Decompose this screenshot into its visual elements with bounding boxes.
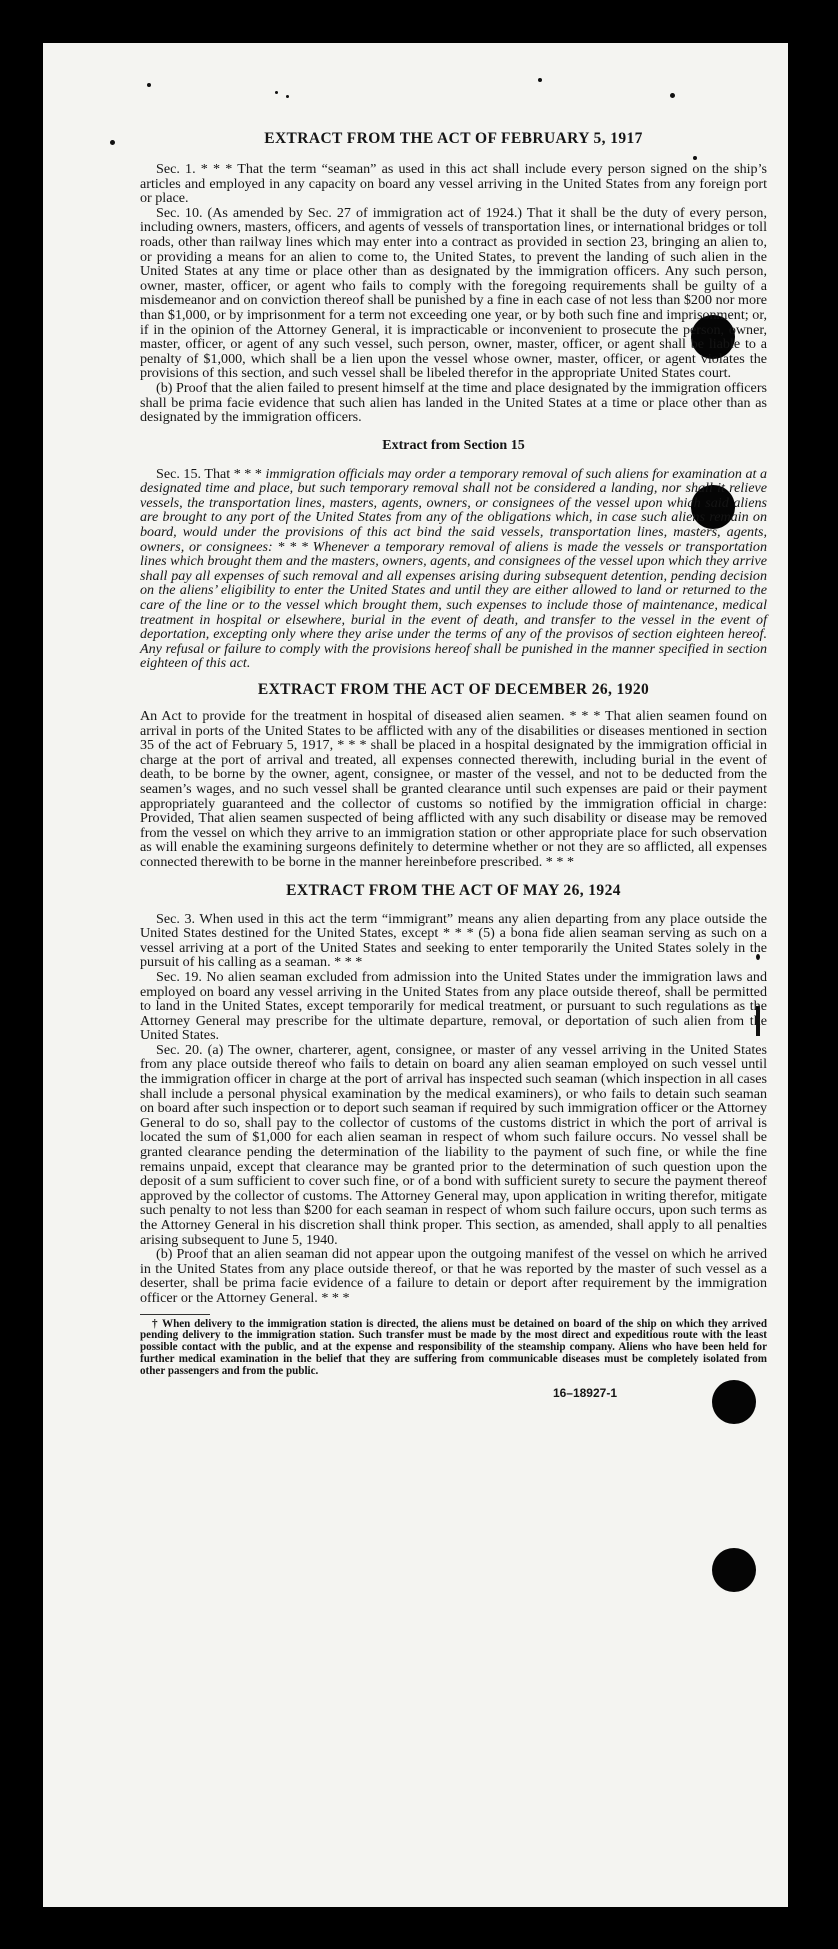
scan-speck	[110, 140, 115, 145]
heading-act-feb-1917: EXTRACT FROM THE ACT OF FEBRUARY 5, 1917	[264, 130, 643, 147]
section-1-paragraph: Sec. 1. * * * That the term “seaman” as used in this act shall include every person signed on the ship’s articles and employed in any capacity on board any vessel arriving in the United States from any foreign port or place.	[140, 161, 767, 207]
scan-speck	[670, 93, 675, 98]
section-10-paragraph: Sec. 10. (As amended by Sec. 27 of immigration act of 1924.) That it shall be the duty of every person, including owners, masters, officers, and agents of vessels of transportation lines, or international bridges or toll roads, other than railway lines which may enter into a contract as provided in section 23, bringing an alien to, or providing a means for an alien to come to, the United States, to prevent the landing of such alien in the United States at any time or place other than as designated by the immigration officers. Any such person, owner, master, officer, or agent who fails to comply with the foregoing requirements shall be guilty of a misdemeanor and on conviction thereof shall be punished by a fine in each case of not less than $200 nor more than $1,000, or by imprisonment for a term not exceeding one year, or by both such fine and imprisonment; or, if in the opinion of the Attorney General, it is impracticable or inconvenient to prosecute the person, owner, master, officer, or agent of any such vessel, such person, owner, master, officer, or agent shall be liable to a penalty of $1,000, which shall be a lien upon the vessel whose owner, master, officer, or agent violates the provisions of this section, and such vessel shall be libeled therefor in the appropriate United States court.	[140, 204, 767, 382]
section-20-a-paragraph: Sec. 20. (a) The owner, charterer, agent, consignee, or master of any vessel arriving in the United States from any place outside thereof who fails to detain on board any alien seaman employed on such vessel until the immigration officer in charge at the port of arrival has inspected such seaman (which inspection in all cases shall include a personal physical examination by the medical examiners), or who fails to detain such seaman on board after such inspection or to deport such seaman if required by such immigration officer or the Attorney General to do so, shall pay to the collector of customs of the customs district in which the port of arrival is located the sum of $1,000 for each alien seaman in respect of whom such failure occurs. No vessel shall be granted clearance pending the determination of the liability to the payment of such fine, or while the fine remains unpaid, except that clearance may be granted prior to the determination of such question upon the deposit of a sum sufficient to cover such fine, or of a bond with sufficient surety to secure the payment thereof approved by the collector of customs. The Attorney General may, upon application in writing therefor, mitigate such penalty to not less than $200 for each seaman in respect of whom such failure occurs, upon such terms as the Attorney General in his discretion shall think proper. This section, as amended, shall apply to all penalties arising subsequent to June 5, 1940.	[140, 1041, 767, 1248]
scan-speck	[147, 83, 151, 87]
section-15-lead: Sec. 15. That * * *	[156, 465, 266, 482]
heading-section-15: Extract from Section 15	[382, 437, 525, 453]
section-20-b-paragraph: (b) Proof that an alien seaman did not appear upon the outgoing manifest of the vessel on which he arrived in the United States from any place outside thereof, or that he was reported by the master of such vessel as a deserter, shall be prima facie evidence of a failure to detain or deport after requirement by the immigration officer or the Attorney General. * * *	[140, 1246, 767, 1306]
heading-act-dec-1920: EXTRACT FROM THE ACT OF DECEMBER 26, 1920	[257, 681, 650, 698]
scan-speck	[538, 78, 542, 82]
section-10-b-paragraph: (b) Proof that the alien failed to present himself at the time and place designated by the immigration officers shall be prima facie evidence that such alien has landed in the United States at a time or place other than as designated by the immigration officers.	[140, 379, 767, 426]
scan-speck	[286, 95, 289, 98]
section-19-paragraph: Sec. 19. No alien seaman excluded from admission into the United States under the immigration laws and employed on board any vessel arriving in the United States from any place outside thereof, shall be permitted to land in the United States, except temporarily for medical treatment, or pursuant to such regulations as the Attorney General may prescribe for the ultimate departure, removal, or deportation of such alien from the United States.	[140, 968, 767, 1044]
heading-act-may-1924: EXTRACT FROM THE ACT OF MAY 26, 1924	[286, 881, 621, 899]
form-number: 16–18927-1	[552, 1385, 617, 1400]
document-page	[43, 43, 788, 1907]
footnote: † When delivery to the immigration station is directed, the aliens must be detained on board of the ship on which they arrived pending delivery to the immigration station. Such transfer must be made by the most direct and expeditious route with the least possible contact with the public, and at the expense and responsibility of the steamship company. Aliens who have been held for further medical examination in the belief that they are suffering from communicable diseases must be completely isolated from other passengers and from the public.	[140, 1317, 767, 1377]
scan-speck	[275, 91, 278, 94]
act-1920-paragraph: An Act to provide for the treatment in hospital of diseased alien seamen. * * * That alien seamen found on arrival in ports of the United States to be afflicted with any of the disabilities or diseases mentioned in section 35 of the act of February 5, 1917, * * * shall be placed in a hospital designated by the immigration official in charge at the port of arrival and treated, all expenses connected therewith, including burial in the event of death, to be borne by the owner, agent, consignee, or master of the vessel, and not to be deducted from the seamen’s wages, and no such vessel shall be granted clearance until such expenses are paid or their payment appropriately guaranteed and the collector of customs so notified by the immigration official in charge: Provided, That alien seamen suspected of being afflicted with any such disability or disease may be removed from the vessel on which they arrive to an immigration station or other appropriate place for such observation as will enable the examining surgeons definitely to determine whether or not they are so afflicted, all expenses connected therewith to be borne in the manner hereinbefore prescribed. * * *	[140, 708, 767, 870]
section-3-paragraph: Sec. 3. When used in this act the term “immigrant” means any alien departing from any place outside the United States destined for the United States, except * * * (5) a bona fide alien seaman serving as such on a vessel arriving at a port of the United States and seeking to enter temporarily the United States solely in the pursuit of his calling as a seaman. * * *	[140, 910, 767, 971]
text-column	[140, 130, 767, 1402]
section-15-italic-text: immigration officials may order a temporary removal of such aliens for examination at a designated time and place, but such temporary removal shall not be considered a landing, nor shall it relieve vessels, the transportation lines, masters, agents, owners, or consignees of the vessel upon which said aliens are brought to any port of the United States from any of the obligations which, in case such aliens remain on board, would under the provisions of this act bind the said vessels, transportation lines, masters, agents, owners, or consignees: * * * Whenever a temporary removal of aliens is made the vessels or transportation lines which brought them and the masters, owners, agents, and consignees of the vessel upon which they arrive shall pay all expenses of such removal and all expenses arising during subsequent detention, pending decision on the aliens’ eligibility to enter the United States and until they are either allowed to land or returned to the care of the line or to the vessel which brought them, such expenses to include those of maintenance, medical treatment in hospital or elsewhere, burial in the event of death, and transfer to the vessel in the event of deportation, excepting only where they arise under the terms of any of the provisos of section eighteen hereof. Any refusal or failure to comply with the provisions hereof shall be punished in the manner specified in section eighteen of this act.	[140, 465, 768, 672]
punch-hole	[712, 1548, 756, 1592]
section-15-paragraph	[140, 467, 767, 671]
